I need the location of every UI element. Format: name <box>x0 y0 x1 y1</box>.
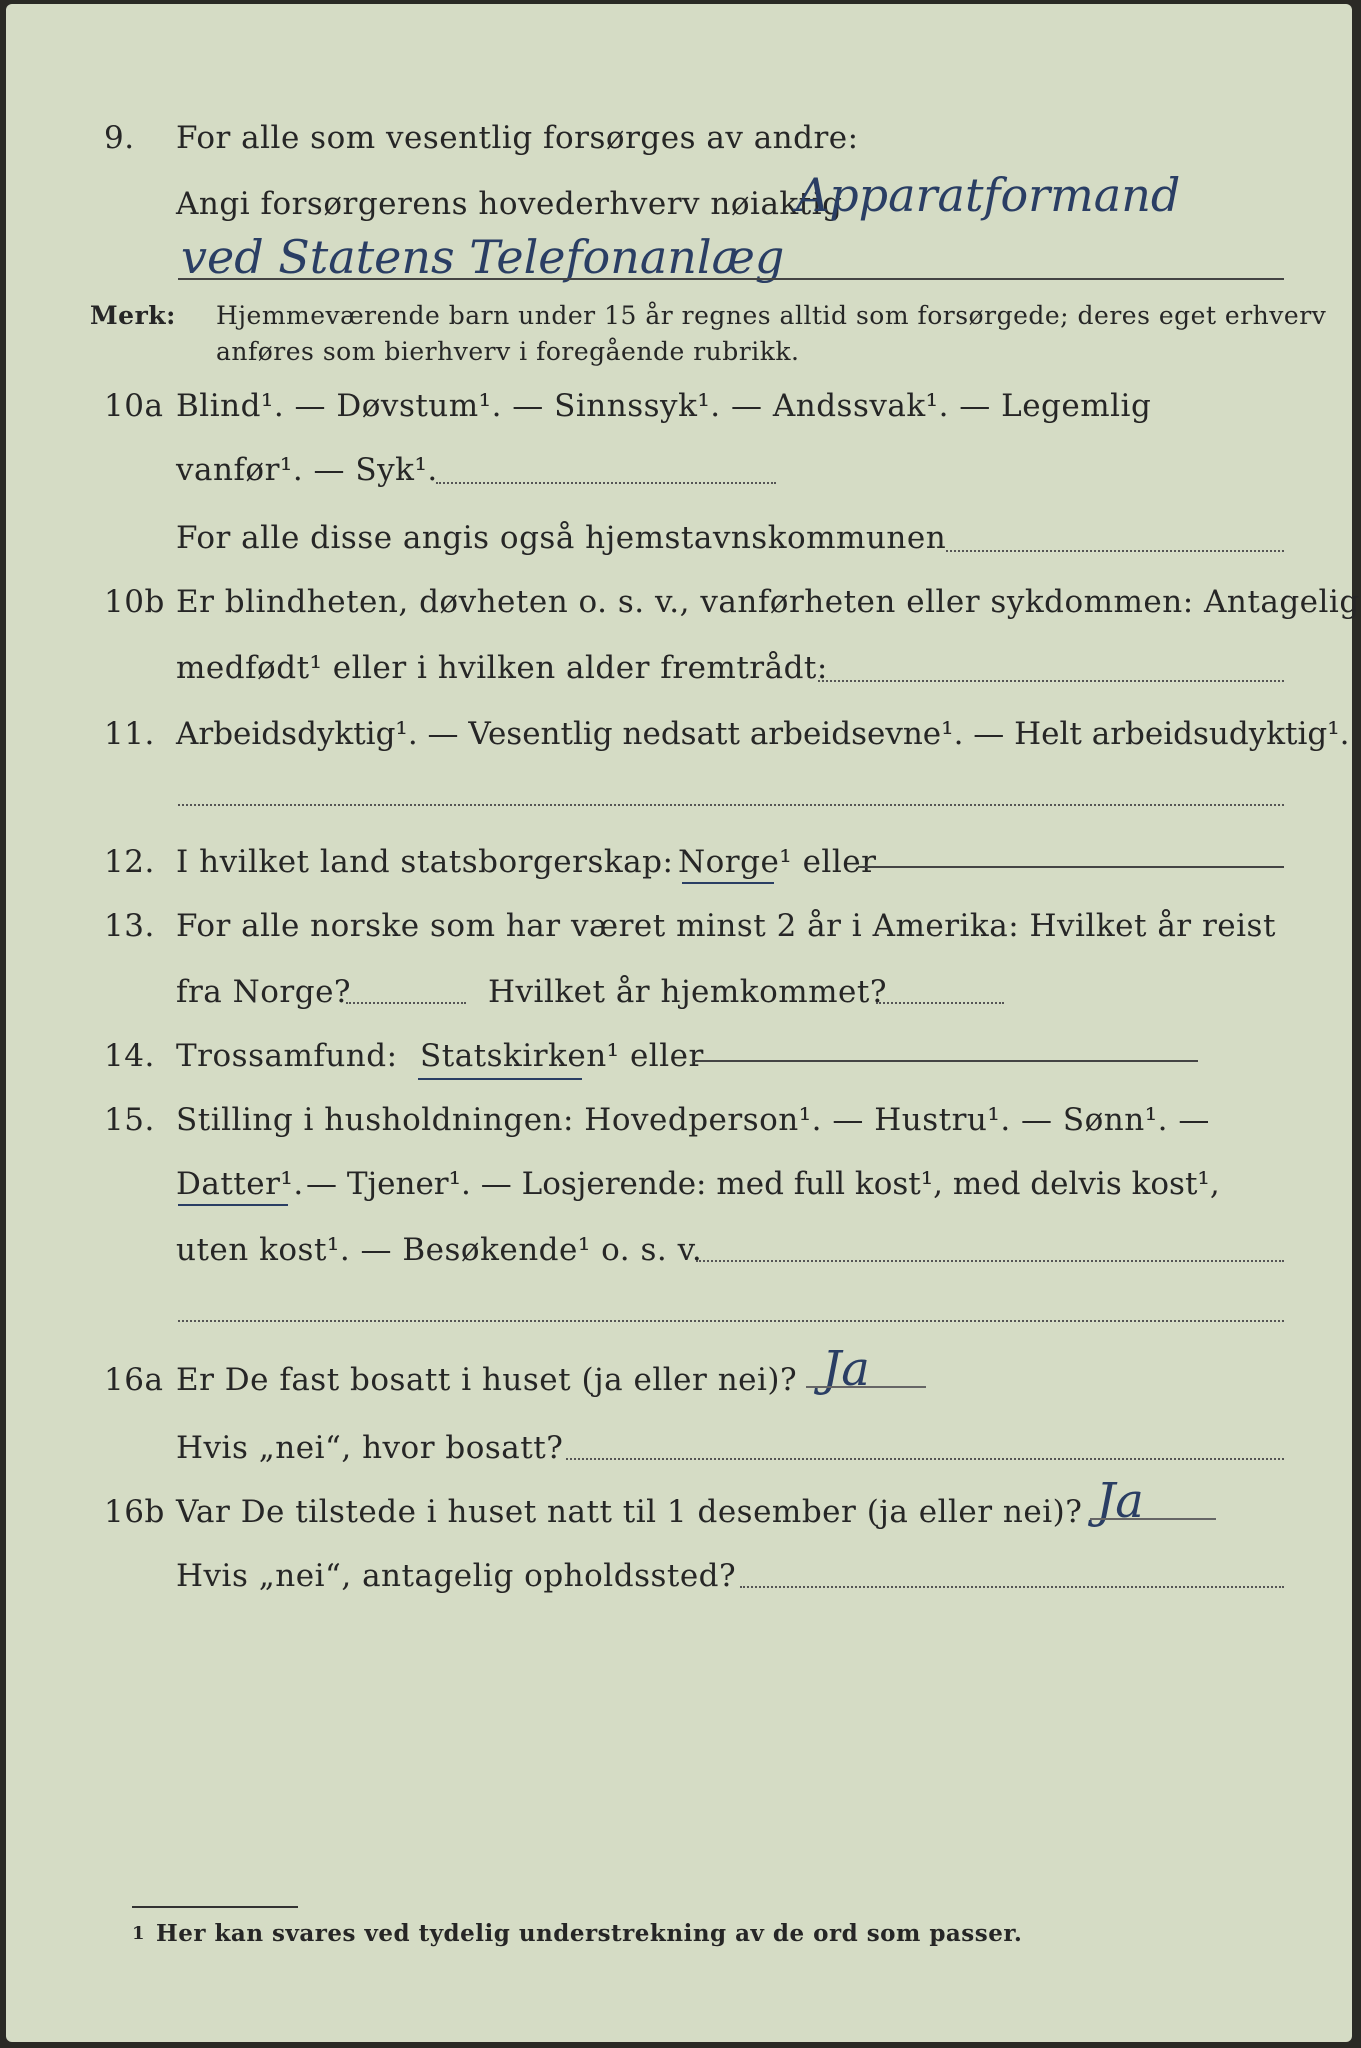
q10a-line1: Blind¹. — Døvstum¹. — Sinnssyk¹. — Andssvak¹. — Legemlig <box>176 388 1152 424</box>
q12-norge-underline <box>682 882 774 884</box>
q15-datter-underline <box>178 1204 288 1206</box>
q10a-number: 10a <box>104 388 164 424</box>
q13-line1: For alle norske som har været minst 2 år i Amerika: Hvilket år reist <box>176 908 1276 944</box>
q11-line1: Arbeidsdyktig¹. — Vesentlig nedsatt arbeidsevne¹. — Helt arbeidsudyktig¹. <box>176 716 1350 752</box>
q10b-line1: Er blindheten, døvheten o. s. v., vanførheten eller sykdommen: Antagelig <box>176 584 1360 620</box>
q10a-syk-answer-line <box>436 482 776 484</box>
q13-line2-hjemkommet: Hvilket år hjemkommet? <box>488 974 887 1010</box>
q15-option-datter: Datter¹. <box>176 1166 304 1202</box>
q10a-line3: For alle disse angis også hjemstavnskommunen <box>176 520 947 556</box>
merk-label: Merk: <box>90 301 176 330</box>
q13-number: 13. <box>104 908 155 944</box>
footnote-text: Her kan svares ved tydelig understrekning av de ord som passer. <box>156 1920 1023 1947</box>
q16b-number: 16b <box>104 1494 165 1530</box>
q15-line1: Stilling i husholdningen: Hovedperson¹. — Hustru¹. — Sønn¹. — <box>176 1102 1210 1138</box>
q16a-line1: Er De fast bosatt i huset (ja eller nei)? <box>176 1362 798 1398</box>
q15-line2-rest: — Tjener¹. — Losjerende: med full kost¹, med delvis kost¹, <box>306 1166 1220 1202</box>
merk-line1: Hjemmeværende barn under 15 år regnes alltid som forsørgede; deres eget erhverv <box>216 301 1327 330</box>
q13-line2-reist: fra Norge? <box>176 974 352 1010</box>
q15-answer-line-2 <box>178 1320 1284 1322</box>
q16a-line2: Hvis „nei“, hvor bosatt? <box>176 1430 564 1466</box>
q16b-line1: Var De tilstede i huset natt til 1 desember (ja eller nei)? <box>176 1494 1083 1530</box>
q9-line2: Angi forsørgerens hovederhverv nøiaktig <box>176 186 843 222</box>
q14-label: Trossamfund: <box>176 1038 398 1074</box>
q9-line1: For alle som vesentlig forsørges av andre: <box>176 120 859 156</box>
q11-answer-line <box>178 804 1284 806</box>
q13-hjemkommet-answer-line <box>876 1002 1004 1004</box>
q16a-bosatt-answer-line <box>566 1458 1284 1460</box>
q16a-number: 16a <box>104 1362 164 1398</box>
q9-handwritten-answer-occupation: Apparatformand <box>796 168 1181 222</box>
q16b-handwritten-answer: Ja <box>1096 1473 1144 1529</box>
q16b-line2: Hvis „nei“, antagelig opholdssted? <box>176 1558 737 1594</box>
q10b-line2: medfødt¹ eller i hvilken alder fremtrådt: <box>176 650 828 686</box>
footnote-mark: 1 <box>132 1923 146 1944</box>
census-form-page <box>6 4 1360 2042</box>
q15-number: 15. <box>104 1102 155 1138</box>
q14-answer-line <box>692 1060 1198 1062</box>
q9-handwritten-answer-employer: ved Statens Telefonanlæg <box>181 230 785 284</box>
q16b-opholdssted-answer-line <box>740 1586 1284 1588</box>
q10a-hjemstavn-answer-line <box>946 550 1284 552</box>
q16a-handwritten-answer: Ja <box>822 1341 870 1397</box>
q14-number: 14. <box>104 1038 155 1074</box>
q9-number: 9. <box>104 120 135 156</box>
footnote-rule <box>132 1906 298 1908</box>
q15-answer-line <box>696 1260 1284 1262</box>
q12-option-norge: Norge¹ eller <box>678 844 877 880</box>
q15-line3: uten kost¹. — Besøkende¹ o. s. v. <box>176 1232 703 1268</box>
q16b-answer-line <box>1090 1518 1216 1520</box>
q12-line1: I hvilket land statsborgerskap: <box>176 844 674 880</box>
q9-answer-line <box>178 278 1284 280</box>
q12-number: 12. <box>104 844 155 880</box>
merk-line2: anføres som bierhverv i foregående rubrikk. <box>216 337 800 366</box>
q10a-line2: vanfør¹. — Syk¹. <box>176 452 438 488</box>
q10b-answer-line <box>818 680 1284 682</box>
q12-answer-line <box>858 866 1284 868</box>
q14-statskirken-underline <box>418 1078 582 1080</box>
q11-number: 11. <box>104 716 155 752</box>
q13-reist-answer-line <box>346 1002 466 1004</box>
q14-option-statskirken: Statskirken¹ eller <box>420 1038 704 1074</box>
q10b-number: 10b <box>104 584 165 620</box>
q16a-answer-line <box>806 1386 926 1388</box>
